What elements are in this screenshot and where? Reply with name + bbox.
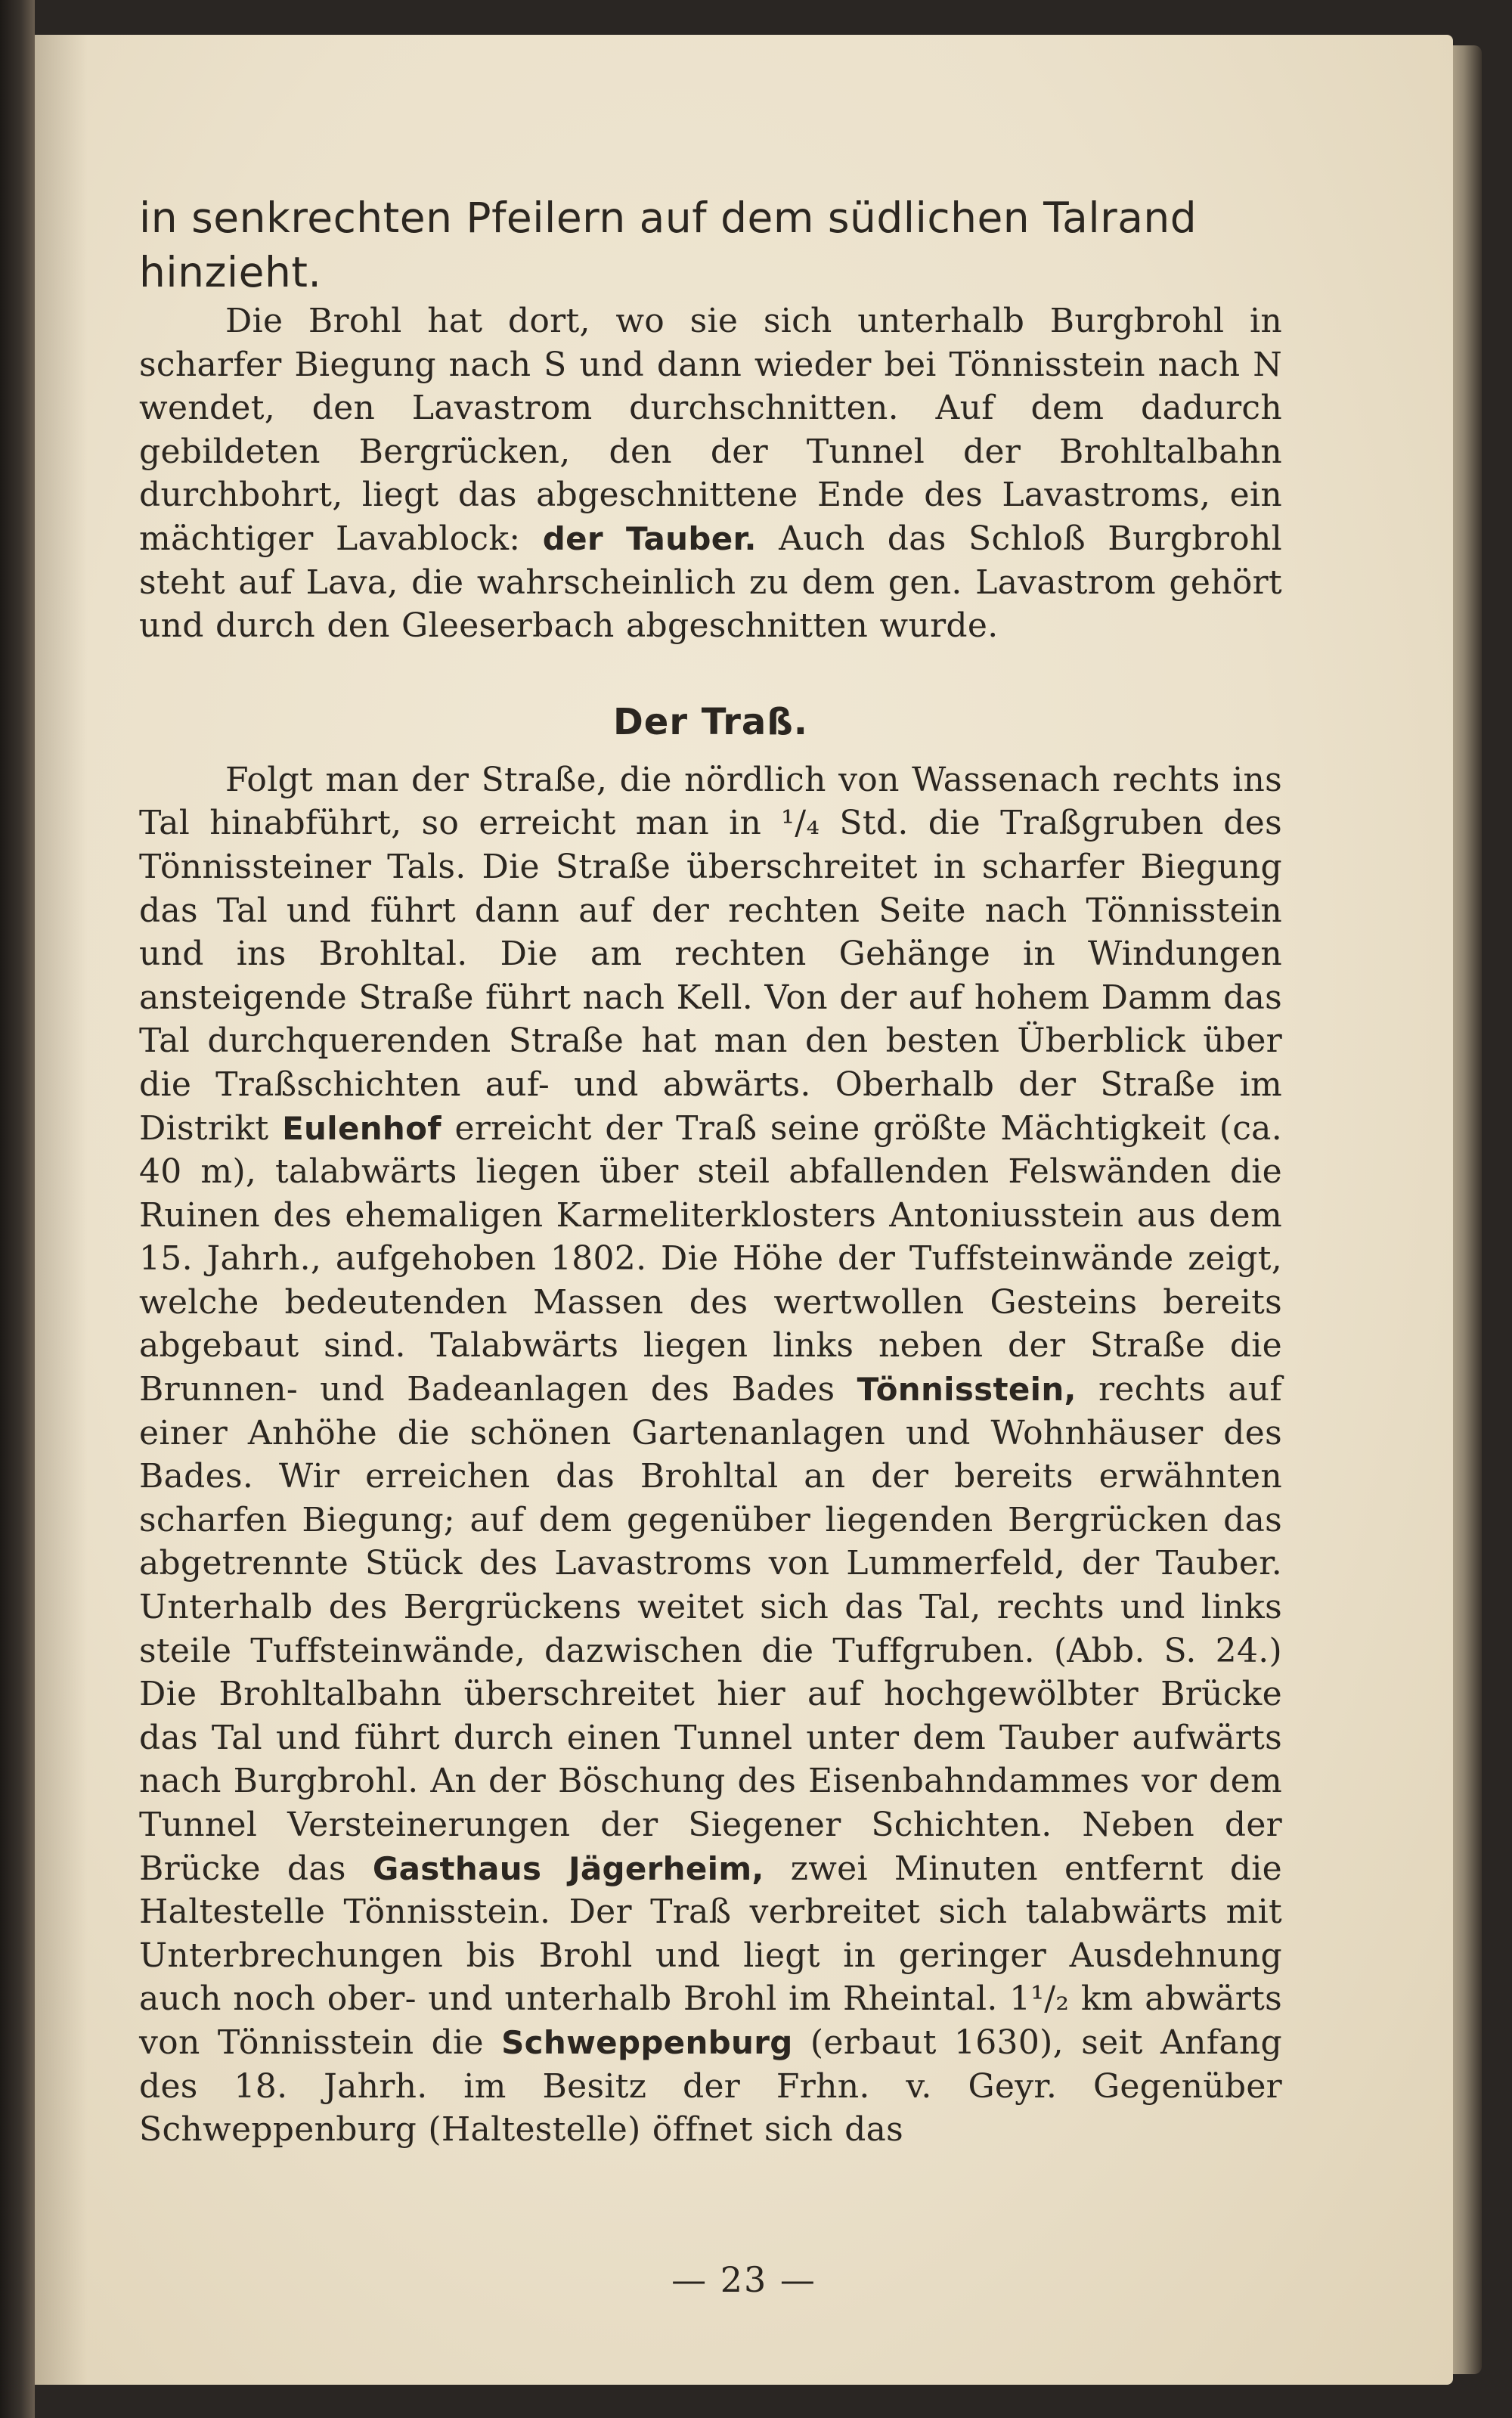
emphasis-eulenhof: Eulenhof xyxy=(282,1109,442,1147)
emphasis-schweppenburg: Schweppenburg xyxy=(501,2023,793,2061)
intro-line: in senkrechten Pfeilern auf dem südlichen Talrand hinzieht. xyxy=(139,194,1198,296)
paragraph-text: Die Brohl hat dort, wo sie sich unterhalb Burgbrohl in scharfer Biegung nach S und dann wieder bei Tönnisstein nach N wendet, den Lavastrom durchschnitten. Auf dem dadurch gebildeten Bergrücken, den der Tunnel der Brohltalbahn durchbohrt, liegt das abgeschnittene Ende des Lavastroms, ein mächtiger Lavablock: xyxy=(139,302,1282,558)
gutter-shadow xyxy=(35,35,88,2385)
page-number: — 23 — xyxy=(671,2259,816,2300)
emphasis-tauber: der Tauber. xyxy=(542,519,757,557)
paragraph-text: (erbaut 1630), seit Anfang des 18. Jahrh. im Besitz der Frhn. v. Geyr. Gegenüber Schweppenburg (Haltestelle) öffnet sich das xyxy=(139,2023,1282,2150)
emphasis-toennisstein: Tönnisstein, xyxy=(857,1371,1077,1409)
paragraph-text: Std. die Traßgruben des Tönnissteiner Tals. Die Straße überschreitet in scharfer Biegung das Tal und führt dann auf der rechten Seite nach Tönnisstein und ins Brohltal. Die am rechten Gehänge in Windungen ansteigende Straße führt nach Kell. Von der auf hohem Damm das Tal durchquerenden Straße hat man den besten Überblick über die Traßschichten auf- und abwärts. Oberhalb der Straße im Distrikt xyxy=(139,804,1282,1148)
paragraph-text: erreicht der Traß seine größte Mächtigkeit (ca. 40 m), talabwärts liegen über steil abfallenden Felswänden die Ruinen des ehemaligen Karmeliterklosters Antoniusstein aus dem 15. Jahrh., aufgehoben 1802. Die Höhe der Tuffsteinwände zeigt, welche bedeutenden Massen des wertwollen Gesteins bereits abgebaut sind. Talabwärts liegen links neben der Straße die Brunnen- und Badeanlagen des Bades xyxy=(139,1108,1282,1409)
emphasis-gasthaus: Gasthaus Jägerheim, xyxy=(372,1849,764,1887)
fraction: 1¹/₂ xyxy=(1009,1979,1070,2019)
paragraph-text: rechts auf einer Anhöhe die schönen Gartenanlagen und Wohnhäuser des Bades. Wir erreichen das Brohltal an der bereits erwähnten scharfen Biegung; auf dem gegenüber liegenden Bergrücken das abgetrennte Stück des Lavastroms von Lummerfeld, der Tauber. Unterhalb des Bergrückens weitet sich das Tal, rechts und links steile Tuffsteinwände, dazwischen die Tuffgruben. (Abb. S. 24.) Die Brohltalbahn überschreitet hier auf hochgewölbter Brücke das Tal und führt durch einen Tunnel unter dem Tauber aufwärts nach Burgbrohl. An der Böschung des Eisenbahndammes vor dem Tunnel Versteinerungen der Siegener Schichten. Neben der Brücke das xyxy=(139,1370,1282,1888)
page-body xyxy=(139,191,1282,2152)
paragraph-text: Auch das Schloß Burgbrohl steht auf Lava, die wahrscheinlich zu dem gen. Lavastrom gehört und durch den Gleeserbach abgeschnitten wurde. xyxy=(139,519,1282,646)
paragraph-text: zwei Minuten entfernt die Haltestelle Tönnisstein. Der Traß verbreitet sich talabwärts mit Unterbrechungen bis Brohl und liegt in geringer Ausdehnung auch noch ober- und unterhalb Brohl im Rheintal. xyxy=(139,1849,1282,2019)
section-heading: Der Traß. xyxy=(612,700,809,743)
fraction: ¹/₄ xyxy=(781,804,820,843)
paragraph-trass xyxy=(139,758,1282,2152)
paragraph-brohl xyxy=(139,299,1282,648)
paragraph-text: km abwärts von Tönnisstein die xyxy=(139,1979,1282,2062)
book-binding xyxy=(0,0,35,2418)
paragraph-text: Folgt man der Straße, die nördlich von Wassenach rechts ins Tal hinabführt, so erreicht man in xyxy=(139,760,1282,843)
